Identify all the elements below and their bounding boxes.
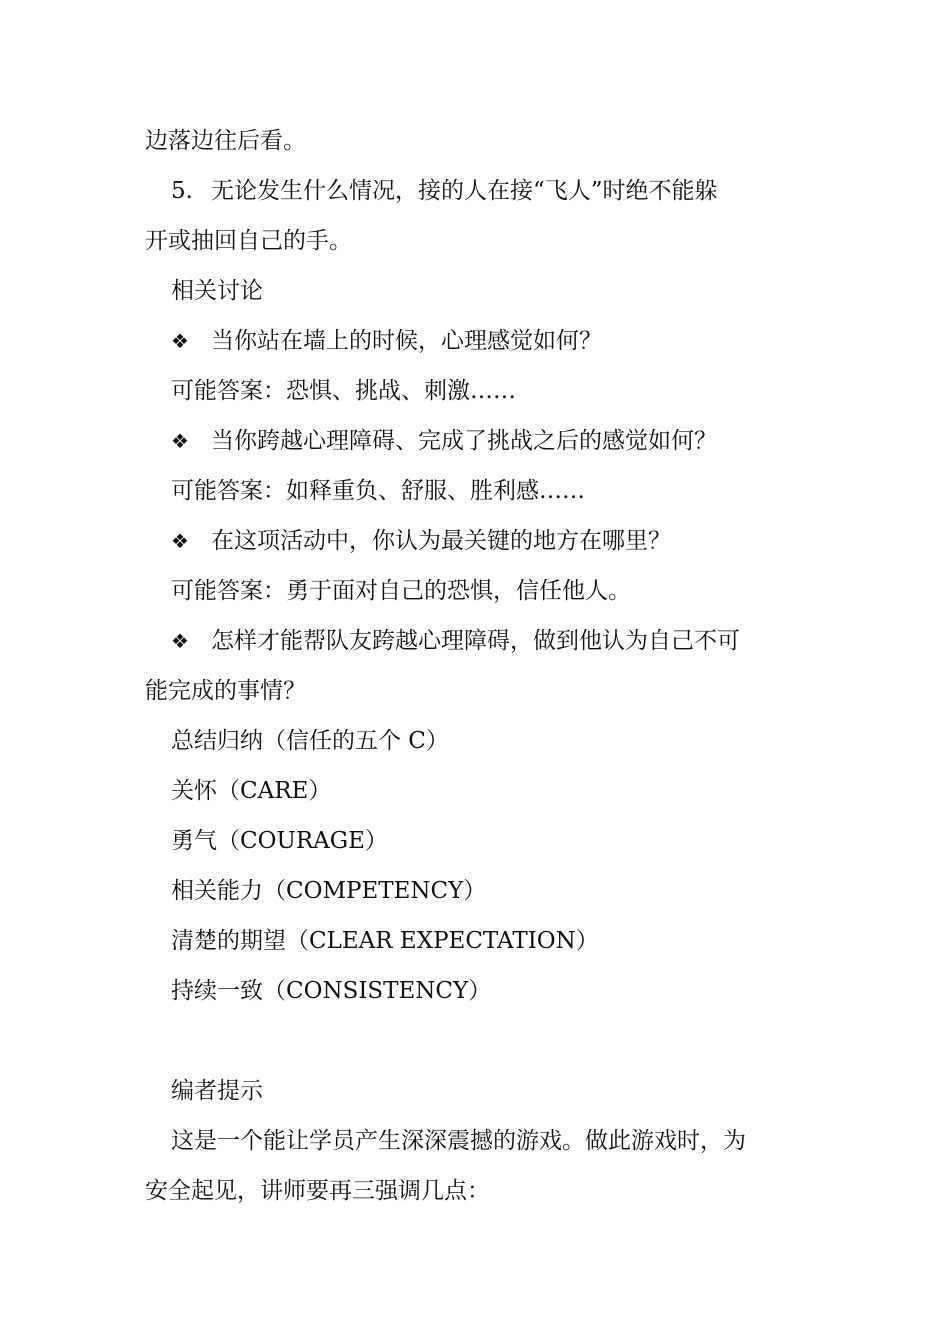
trust-c-clear-expectation: 清楚的期望（CLEAR EXPECTATION）	[171, 928, 599, 954]
question-text: 当你跨越心理障碍、完成了挑战之后的感觉如何？	[211, 428, 717, 454]
item-number: 5.	[171, 178, 193, 204]
summary-heading: 总结归纳（信任的五个 C）	[171, 728, 449, 754]
editor-heading: 编者提示	[171, 1078, 263, 1104]
question-2	[171, 426, 841, 456]
editor-paragraph-line1: 这是一个能让学员产生深深震撼的游戏。做此游戏时，为	[171, 1128, 746, 1154]
numbered-item-5	[171, 176, 841, 206]
item-text-line1: 无论发生什么情况，接的人在接“飞人”时绝不能躲	[211, 178, 718, 204]
discussion-heading: 相关讨论	[171, 278, 263, 304]
numbered-item-5-line2: 开或抽回自己的手。	[145, 228, 352, 254]
paragraph-continuation: 边落边往后看。	[145, 128, 306, 154]
question-4	[171, 626, 841, 656]
trust-c-competency: 相关能力（COMPETENCY）	[171, 878, 487, 904]
trust-c-care: 关怀（CARE）	[171, 778, 332, 804]
trust-c-consistency: 持续一致（CONSISTENCY）	[171, 978, 492, 1004]
diamond-bullet-icon: ❖	[171, 529, 189, 553]
diamond-bullet-icon: ❖	[171, 329, 189, 353]
diamond-bullet-icon: ❖	[171, 429, 189, 453]
answer-1: 可能答案：恐惧、挑战、刺激……	[171, 378, 516, 404]
question-3	[171, 526, 841, 556]
question-1	[171, 326, 841, 356]
question-text: 怎样才能帮队友跨越心理障碍，做到他认为自己不可	[211, 628, 740, 654]
question-text: 在这项活动中，你认为最关键的地方在哪里？	[211, 528, 671, 554]
diamond-bullet-icon: ❖	[171, 629, 189, 653]
trust-c-courage: 勇气（COURAGE）	[171, 828, 388, 854]
question-4-line2: 能完成的事情？	[145, 678, 306, 704]
answer-3: 可能答案：勇于面对自己的恐惧，信任他人。	[171, 578, 631, 604]
editor-paragraph-line2: 安全起见，讲师要再三强调几点：	[145, 1178, 490, 1204]
answer-2: 可能答案：如释重负、舒服、胜利感……	[171, 478, 585, 504]
question-text: 当你站在墙上的时候，心理感觉如何？	[211, 328, 602, 354]
